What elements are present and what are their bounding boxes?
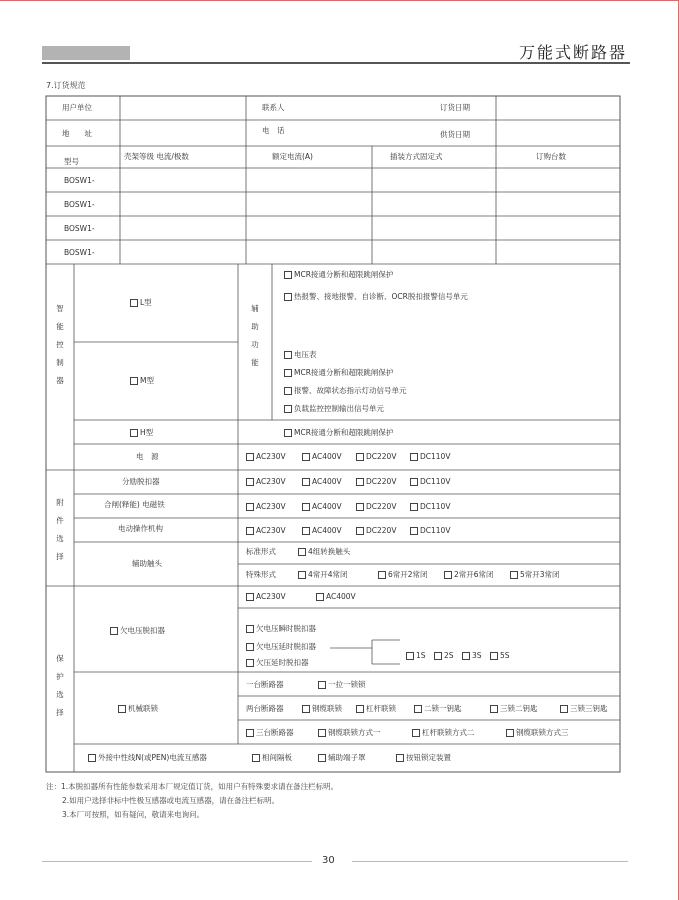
address-label: 地 址 — [62, 129, 92, 138]
footer-line-right — [352, 861, 628, 862]
button-lock-option[interactable]: 按钮锁定装置 — [396, 753, 451, 763]
il-cable-option[interactable]: 钢缆联锁 — [302, 704, 342, 714]
motor-option-ac230[interactable]: AC230V — [246, 526, 286, 536]
motor-label: 电动操作机构 — [118, 524, 163, 533]
contact-label: 联系人 — [262, 103, 285, 112]
il-pull-lock-option[interactable]: 一拉一锁锁 — [318, 680, 366, 690]
shunt-option-ac400[interactable]: AC400V — [302, 477, 342, 487]
shunt-option-ac230[interactable]: AC230V — [246, 477, 286, 487]
l-option-2[interactable]: 热报警、接地报警、自诊断、OCR脱扣报警信号单元 — [284, 292, 468, 302]
motor-option-ac400[interactable]: AC400V — [302, 526, 342, 536]
neutral-ct-option[interactable]: 外接中性线N(或PEN)电流互感器 — [88, 753, 207, 763]
il-lever-option[interactable]: 杠杆联锁 — [356, 704, 396, 714]
m-option-4[interactable]: 负载监控控制输出信号单元 — [284, 404, 384, 414]
il-two-breakers-label: 两台断路器 — [246, 704, 284, 713]
il-2lock1key-option[interactable]: 二锁一钥匙 — [414, 704, 462, 714]
func-label: 辅助功能 — [251, 304, 259, 367]
m-option-3[interactable]: 报警、故障状态指示灯动信号单元 — [284, 386, 407, 396]
section-title: 7.订货规范 — [46, 81, 86, 90]
il-three-breakers-option[interactable]: 三台断路器 — [246, 728, 294, 738]
model-row-3: BOSW1- — [64, 224, 95, 233]
delivery-date-label: 供货日期 — [440, 130, 470, 139]
controller-section-label: 智能控制器 — [56, 304, 64, 385]
il-cable-mode1-option[interactable]: 钢缆联锁方式一 — [318, 728, 381, 738]
model-header: 型号 — [64, 157, 79, 166]
model-row-1: BOSW1- — [64, 176, 95, 185]
il-cable-mode3-option[interactable]: 钢缆联锁方式三 — [506, 728, 569, 738]
special-option-4[interactable]: 5常开3常闭 — [510, 570, 560, 580]
power-option-ac400[interactable]: AC400V — [302, 452, 342, 462]
power-label: 电 源 — [136, 452, 159, 461]
shunt-option-dc220[interactable]: DC220V — [356, 477, 396, 487]
phase-barrier-option[interactable]: 相间隔板 — [252, 753, 292, 763]
uv-delay-option[interactable]: 欠电压延时脱扣器 — [246, 642, 316, 652]
model-row-4: BOSW1- — [64, 248, 95, 257]
delay-1s[interactable]: 1S — [406, 651, 426, 661]
type-l-option[interactable]: L型 — [130, 298, 152, 308]
rated-header: 额定电流(A) — [272, 152, 313, 161]
type-m-option[interactable]: M型 — [130, 376, 154, 386]
m-option-2[interactable]: MCR接通分断和超限跳闸保护 — [284, 368, 393, 378]
special-option-2[interactable]: 6常开2常闭 — [378, 570, 428, 580]
l-option-1[interactable]: MCR接通分断和超限跳闸保护 — [284, 270, 393, 280]
footer-line-left — [42, 861, 312, 862]
undervoltage-option[interactable]: 欠电压脱扣器 — [110, 626, 165, 636]
note-1: 注：1.本脱扣器所有性能参数采用本厂规定值订货，如用户有特殊要求请在备注栏标明。 — [46, 782, 339, 791]
protection-section-label: 保护选择 — [56, 654, 64, 717]
uv-instant-option[interactable]: 欠电压瞬时脱扣器 — [246, 624, 316, 634]
page-title: 万能式断路器 — [518, 43, 627, 62]
aux-contact-label: 辅助触头 — [132, 559, 162, 568]
note-3: 3.本厂可按照，如有疑问，敬请来电询问。 — [62, 810, 205, 819]
shunt-label: 分励脱扣器 — [122, 477, 160, 486]
frame-header: 壳架等级 电流/极数 — [124, 152, 189, 161]
uv-voltage-ac400[interactable]: AC400V — [316, 592, 356, 602]
std-form-label: 标准形式 — [246, 547, 276, 556]
order-date-label: 订货日期 — [440, 103, 470, 112]
type-h-option[interactable]: H型 — [130, 428, 153, 438]
model-row-2: BOSW1- — [64, 200, 95, 209]
delay-5s[interactable]: 5S — [490, 651, 510, 661]
terminal-cover-option[interactable]: 辅助端子罩 — [318, 753, 366, 763]
special-option-3[interactable]: 2常开6常闭 — [444, 570, 494, 580]
il-3lock2key-option[interactable]: 三锁二钥匙 — [490, 704, 538, 714]
uv-voltage-ac230[interactable]: AC230V — [246, 592, 286, 602]
notes — [46, 780, 338, 822]
special-option-1[interactable]: 4常开4常闭 — [298, 570, 348, 580]
qty-header: 订购台数 — [536, 152, 566, 161]
mech-interlock-option[interactable]: 机械联锁 — [118, 704, 158, 714]
m-option-1[interactable]: 电压表 — [284, 350, 317, 360]
power-option-ac230[interactable]: AC230V — [246, 452, 286, 462]
shunt-option-dc110[interactable]: DC110V — [410, 477, 450, 487]
accessories-section-label: 附件选择 — [56, 498, 64, 561]
std-form-option[interactable]: 4组转换触头 — [298, 547, 350, 557]
il-3lock3key-option[interactable]: 三锁三钥匙 — [560, 704, 608, 714]
power-option-dc220[interactable]: DC220V — [356, 452, 396, 462]
closing-option-dc220[interactable]: DC220V — [356, 502, 396, 512]
closing-option-dc110[interactable]: DC110V — [410, 502, 450, 512]
closing-option-ac400[interactable]: AC400V — [302, 502, 342, 512]
customer-label: 用户单位 — [62, 103, 92, 112]
special-form-label: 特殊形式 — [246, 570, 276, 579]
page-number: 30 — [322, 855, 335, 866]
power-option-dc110[interactable]: DC110V — [410, 452, 450, 462]
phone-label: 电 话 — [262, 126, 285, 135]
note-2: 2.如用户选择非标中性极互感器或电流互感器，请在备注栏标明。 — [62, 796, 280, 805]
il-lever-mode2-option[interactable]: 杠杆联锁方式二 — [412, 728, 475, 738]
closing-option-ac230[interactable]: AC230V — [246, 502, 286, 512]
motor-option-dc220[interactable]: DC220V — [356, 526, 396, 536]
closing-label: 合闸(释能) 电磁铁 — [104, 500, 165, 509]
install-header: 插装方式固定式 — [390, 152, 443, 161]
motor-option-dc110[interactable]: DC110V — [410, 526, 450, 536]
delay-3s[interactable]: 3S — [462, 651, 482, 661]
delay-2s[interactable]: 2S — [434, 651, 454, 661]
il-one-breaker: 一台断路器 — [246, 680, 284, 689]
uv-delay-trip-option[interactable]: 欠压延时脱扣器 — [246, 658, 309, 668]
h-option-1[interactable]: MCR接通分断和超限跳闸保护 — [284, 428, 393, 438]
